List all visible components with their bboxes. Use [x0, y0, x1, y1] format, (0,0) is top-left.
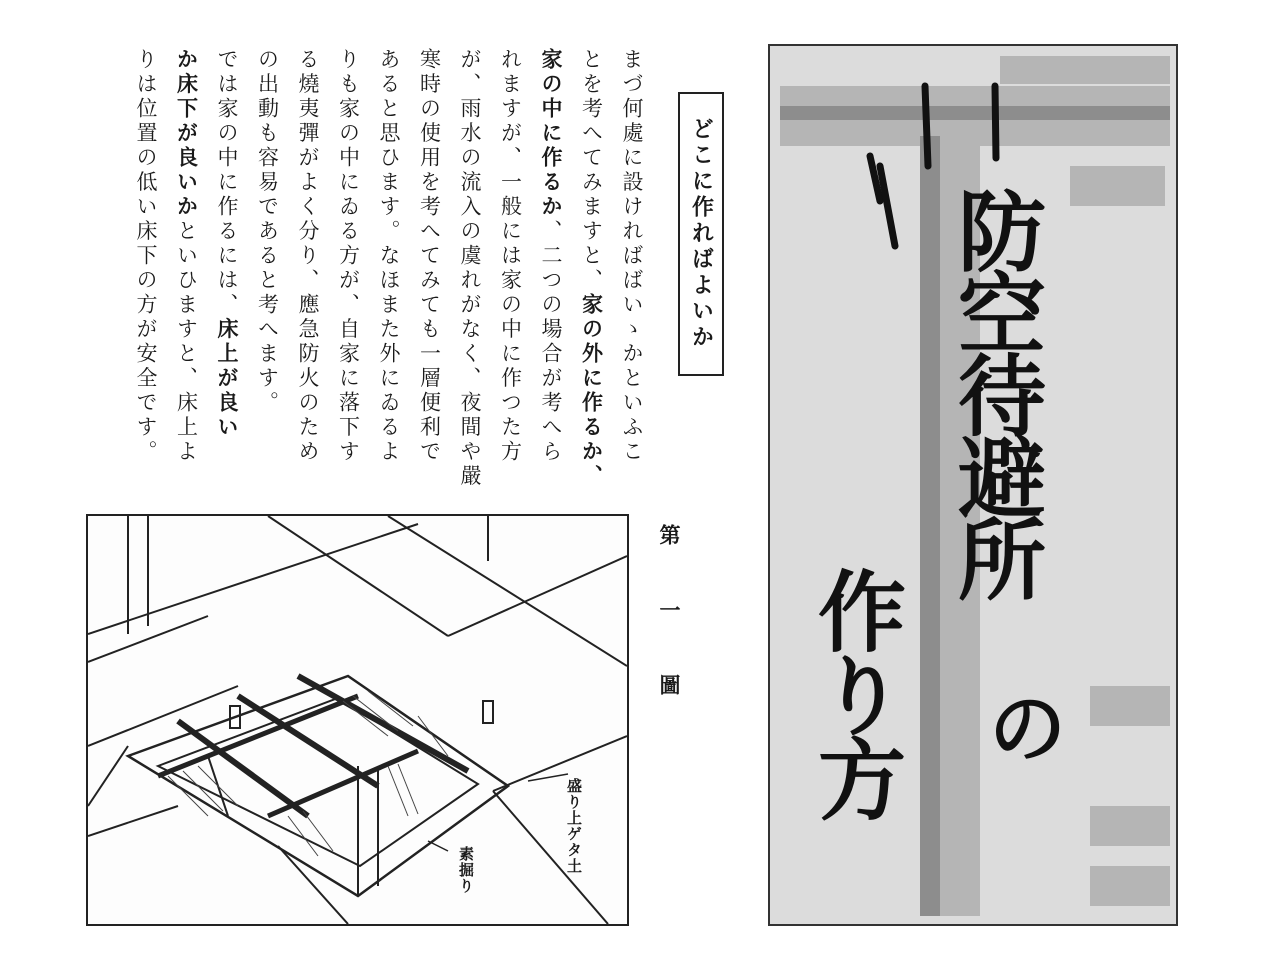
- text-segment: 床上が良い: [215, 317, 240, 440]
- text-segment: 家の中に作るか: [539, 48, 564, 220]
- text-column: [296, 48, 320, 465]
- mound-soil-label: 盛り上ゲタ土: [565, 778, 583, 874]
- section-heading: どこに作ればよいか: [688, 117, 714, 351]
- shelter-drawing: [88, 516, 627, 924]
- text-segment: 家の外に作るか、: [579, 293, 605, 489]
- text-column: [134, 48, 158, 465]
- title-panel: [768, 44, 1178, 926]
- text-column: [620, 48, 644, 465]
- shelter-illustration: [86, 514, 629, 926]
- text-segment: りは位置の低い床下の方が安全です。: [134, 48, 158, 465]
- text-column: [337, 48, 361, 465]
- text-segment: まづ何處に設ければばいゝかといふこ: [620, 48, 644, 465]
- text-column: [458, 48, 482, 489]
- text-segment: の出動も容易であると考へます。: [255, 48, 280, 416]
- text-column: [175, 48, 199, 465]
- text-segment: が、雨水の流入の虞れがなく、夜間や嚴: [458, 48, 482, 489]
- text-column: [418, 48, 442, 465]
- text-segment: といひますと、床上よ: [174, 219, 199, 465]
- text-column: [377, 48, 401, 465]
- text-column: [539, 48, 563, 465]
- text-segment: 、二つの場合が考へら: [539, 219, 563, 465]
- text-segment: か床下が良いか: [174, 48, 200, 220]
- text-column: [256, 48, 280, 416]
- text-segment: 寒時の使用を考へてみても一層便利で: [417, 48, 442, 465]
- title-main: 防空待避所: [944, 186, 1047, 596]
- text-segment: あると思ひます。なほまた外にゐるよ: [377, 48, 401, 465]
- text-column: [580, 48, 604, 489]
- section-heading-box: [678, 92, 724, 376]
- text-column: [499, 48, 523, 465]
- figure-label: 第一圖: [657, 524, 682, 749]
- title-particle: の: [974, 686, 1067, 760]
- title-sub: 作り方: [804, 566, 907, 818]
- text-segment: とを考へてみますと、: [579, 48, 604, 293]
- text-segment: る燒夷彈がよく分り、應急防火のため: [296, 48, 320, 465]
- text-segment: りも家の中にゐる方が、自家に落下す: [336, 48, 361, 465]
- pit-label: 素掘り: [457, 846, 475, 894]
- text-segment: では家の中に作るには、: [215, 48, 239, 318]
- text-segment: れますが、一般には家の中に作つた方: [498, 48, 523, 465]
- text-column: [215, 48, 239, 440]
